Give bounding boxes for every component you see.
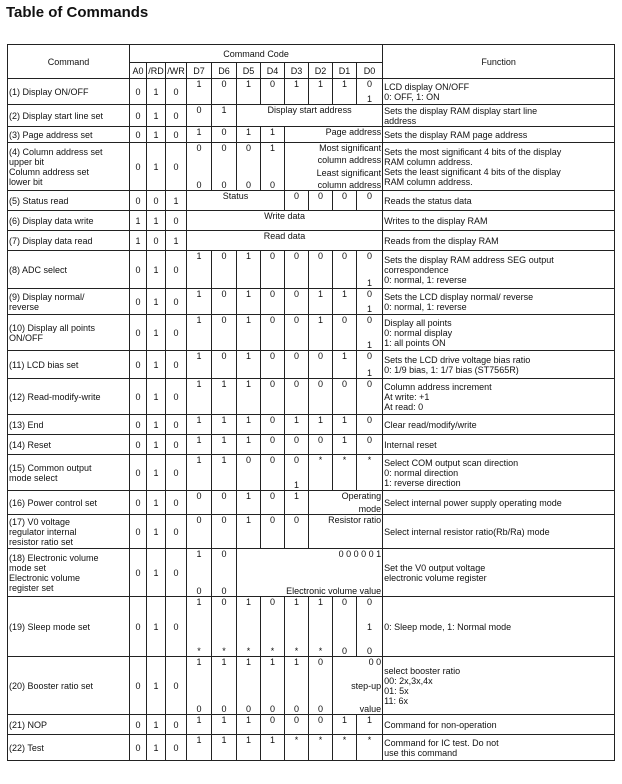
control-bit: 1 <box>147 415 166 435</box>
table-row <box>8 515 615 549</box>
data-bit: 0 0 <box>187 143 212 191</box>
data-bit: * <box>309 455 333 491</box>
function-description: Sets the LCD display normal/ reverse 0: normal, 1: reverse <box>383 289 615 315</box>
data-bit: 1 <box>333 289 357 315</box>
control-bit: 0 <box>130 79 147 105</box>
table-body <box>8 79 615 761</box>
control-bit: 1 <box>166 191 187 211</box>
data-bit: 0 <box>261 379 285 415</box>
control-bit: 1 <box>147 435 166 455</box>
control-bit: 0 <box>130 191 147 211</box>
data-bit: 0 0 <box>212 143 237 191</box>
data-bit: 1 <box>187 455 212 491</box>
data-bit: 0 <box>285 379 309 415</box>
control-bit: 0 <box>130 455 147 491</box>
data-bit: 1 <box>237 379 261 415</box>
data-bit: 1 <box>237 251 261 289</box>
data-bit: 1 <box>237 491 261 515</box>
data-bit: 0 <box>212 79 237 105</box>
control-bit: 0 <box>130 435 147 455</box>
control-bit: 0 <box>166 351 187 379</box>
data-bit: 1 <box>333 415 357 435</box>
data-bit: 1 <box>261 735 285 761</box>
data-bit: 1 <box>187 289 212 315</box>
function-description: Display all points 0: normal display 1: all points ON <box>383 315 615 351</box>
data-bit: 1 <box>237 79 261 105</box>
control-bit: 0 <box>166 491 187 515</box>
table-row <box>8 455 615 491</box>
command-name: (2) Display start line set <box>8 105 130 127</box>
data-bit: 1 <box>212 735 237 761</box>
table-row <box>8 435 615 455</box>
data-bit: 0 <box>285 315 309 351</box>
data-bit: 1 * <box>309 597 333 657</box>
control-bit: 0 <box>166 657 187 715</box>
table-row <box>8 191 615 211</box>
control-bit: 1 <box>147 127 166 143</box>
data-bit: 0 * <box>212 597 237 657</box>
control-bit: 0 <box>130 127 147 143</box>
function-description: Sets the display RAM display start line address <box>383 105 615 127</box>
header-bit: D4 <box>261 63 285 79</box>
data-bit: 0 1 <box>285 455 309 491</box>
data-bit: 1 <box>212 415 237 435</box>
command-name: (11) LCD bias set <box>8 351 130 379</box>
data-bit: 0 <box>309 715 333 735</box>
table-row <box>8 379 615 415</box>
command-name: (18) Electronic volume mode set Electronic volume register set <box>8 549 130 597</box>
data-bit: 1 <box>333 715 357 735</box>
data-bit: 0 <box>261 415 285 435</box>
page-title: Table of Commands <box>6 4 149 21</box>
data-bit: 0 1 <box>357 251 383 289</box>
data-bit: 0 <box>357 415 383 435</box>
data-bit: 0 <box>285 515 309 549</box>
control-bit: 1 <box>147 211 166 231</box>
data-bit: 1 <box>212 105 237 127</box>
control-bit: 0 <box>130 657 147 715</box>
command-name: (17) V0 voltage regulator internal resistor ratio set <box>8 515 130 549</box>
table-row <box>8 735 615 761</box>
header-command: Command <box>8 45 130 79</box>
command-name: (4) Column address set upper bit Column address set lower bit <box>8 143 130 191</box>
data-bit: Operating mode <box>309 491 383 515</box>
header-bit: D3 <box>285 63 309 79</box>
data-bit: 0 <box>309 191 333 211</box>
data-bit: 1 <box>187 315 212 351</box>
control-bit: 0 <box>166 715 187 735</box>
function-description: Writes to the display RAM <box>383 211 615 231</box>
table-row <box>8 251 615 289</box>
control-bit: 0 <box>130 315 147 351</box>
function-description: 0: Sleep mode, 1: Normal mode <box>383 597 615 657</box>
control-bit: 1 <box>147 715 166 735</box>
data-bit: 0 <box>261 715 285 735</box>
data-bit: 0 <box>212 127 237 143</box>
control-bit: 0 <box>166 435 187 455</box>
table-row <box>8 415 615 435</box>
data-bit: 0 <box>309 351 333 379</box>
data-bit: 1 <box>237 735 261 761</box>
data-bit: 1 <box>187 379 212 415</box>
data-bit: 0 1 <box>357 79 383 105</box>
control-bit: 0 <box>130 491 147 515</box>
control-bit: 1 <box>147 549 166 597</box>
command-name: (5) Status read <box>8 191 130 211</box>
function-description: Internal reset <box>383 435 615 455</box>
control-bit: 0 <box>130 379 147 415</box>
data-bit: 0 <box>333 315 357 351</box>
data-bit: 0 1 <box>357 351 383 379</box>
function-description: Sets the display RAM page address <box>383 127 615 143</box>
command-name: (16) Power control set <box>8 491 130 515</box>
header-command-code: Command Code <box>130 45 383 63</box>
data-bit: Status <box>187 191 285 211</box>
data-bit: 1 <box>333 351 357 379</box>
control-bit: 1 <box>147 143 166 191</box>
data-bit: 0 <box>212 491 237 515</box>
data-bit: 0 <box>261 351 285 379</box>
table-row <box>8 79 615 105</box>
control-bit: 0 <box>166 127 187 143</box>
data-bit: 0 <box>285 351 309 379</box>
header-bit: D7 <box>187 63 212 79</box>
table-row <box>8 127 615 143</box>
control-bit: 0 <box>130 715 147 735</box>
data-bit: 0 <box>261 315 285 351</box>
function-description: Select COM output scan direction 0: normal direction 1: reverse direction <box>383 455 615 491</box>
data-bit: 0 <box>285 191 309 211</box>
control-bit: 0 <box>166 211 187 231</box>
control-bit: 1 <box>147 379 166 415</box>
data-bit: 0 <box>212 351 237 379</box>
control-bit: 0 <box>147 231 166 251</box>
control-bit: 1 <box>130 231 147 251</box>
data-bit: 1 0 <box>261 143 285 191</box>
function-description: Set the V0 output voltage electronic volume register <box>383 549 615 597</box>
control-bit: 1 <box>147 251 166 289</box>
header-bit: /WR <box>166 63 187 79</box>
control-bit: 0 <box>130 597 147 657</box>
data-bit: 1 <box>237 315 261 351</box>
data-bit: 0 0 <box>309 657 333 715</box>
command-name: (8) ADC select <box>8 251 130 289</box>
data-bit: 1 <box>237 715 261 735</box>
data-bit: 1 <box>212 455 237 491</box>
control-bit: 0 <box>130 143 147 191</box>
data-bit: 1 <box>285 491 309 515</box>
function-description: LCD display ON/OFF 0: OFF, 1: ON <box>383 79 615 105</box>
data-bit: 0 <box>357 435 383 455</box>
data-bit: 1 * <box>187 597 212 657</box>
data-bit: 1 <box>237 351 261 379</box>
control-bit: 0 <box>166 289 187 315</box>
data-bit: 0 <box>285 435 309 455</box>
data-bit: 1 <box>187 251 212 289</box>
command-name: (20) Booster ratio set <box>8 657 130 715</box>
data-bit: Read data <box>187 231 383 251</box>
command-name: (22) Test <box>8 735 130 761</box>
function-description: Clear read/modify/write <box>383 415 615 435</box>
data-bit: 0 <box>212 289 237 315</box>
function-description: Command for non-operation <box>383 715 615 735</box>
header-bit: D1 <box>333 63 357 79</box>
data-bit: 1 0 <box>187 657 212 715</box>
control-bit: 1 <box>147 315 166 351</box>
data-bit: Display start address <box>237 105 383 127</box>
control-bit: 0 <box>166 251 187 289</box>
command-name: (1) Display ON/OFF <box>8 79 130 105</box>
data-bit: 0 <box>237 455 261 491</box>
control-bit: 0 <box>130 289 147 315</box>
control-bit: 0 <box>130 351 147 379</box>
control-bit: 0 <box>166 415 187 435</box>
header-bit: D6 <box>212 63 237 79</box>
data-bit: 1 <box>237 415 261 435</box>
data-bit: Resistor ratio <box>309 515 383 549</box>
table-row <box>8 549 615 597</box>
data-bit: * <box>357 455 383 491</box>
control-bit: 0 <box>166 79 187 105</box>
data-bit: 1 0 <box>285 657 309 715</box>
header-bit: D2 <box>309 63 333 79</box>
control-bit: 1 <box>147 491 166 515</box>
function-description: Reads from the display RAM <box>383 231 615 251</box>
data-bit: 1 <box>285 79 309 105</box>
data-bit: 0 <box>261 289 285 315</box>
header-bit: D5 <box>237 63 261 79</box>
control-bit: 0 <box>166 597 187 657</box>
data-bit: 0 <box>357 379 383 415</box>
control-bit: 1 <box>166 231 187 251</box>
data-bit: 0 <box>357 191 383 211</box>
control-bit: 0 <box>166 549 187 597</box>
control-bit: 0 <box>166 735 187 761</box>
data-bit: * <box>357 735 383 761</box>
header-bit: D0 <box>357 63 383 79</box>
control-bit: 1 <box>147 597 166 657</box>
data-bit: 0 * <box>261 597 285 657</box>
function-description: Reads the status data <box>383 191 615 211</box>
command-name: (15) Common output mode select <box>8 455 130 491</box>
control-bit: 0 <box>166 455 187 491</box>
data-bit: 0 0 <box>212 549 237 597</box>
control-bit: 0 <box>130 105 147 127</box>
data-bit: 0 <box>261 251 285 289</box>
data-bit: 0 <box>285 251 309 289</box>
data-bit: 1 <box>237 515 261 549</box>
function-description: Select internal power supply operating mode <box>383 491 615 515</box>
table-row <box>8 657 615 715</box>
command-name: (6) Display data write <box>8 211 130 231</box>
data-bit: 1 <box>212 435 237 455</box>
control-bit: 1 <box>147 79 166 105</box>
function-description: Sets the display RAM address SEG output correspondence 0: normal, 1: reverse <box>383 251 615 289</box>
data-bit: 1 0 <box>212 657 237 715</box>
function-description: Command for IC test. Do not use this command <box>383 735 615 761</box>
table-row <box>8 211 615 231</box>
control-bit: 1 <box>147 105 166 127</box>
data-bit: Page address <box>285 127 383 143</box>
command-name: (3) Page address set <box>8 127 130 143</box>
data-bit: 1 <box>187 415 212 435</box>
data-bit: 1 <box>333 79 357 105</box>
header-bit: /RD <box>147 63 166 79</box>
data-bit: 0 <box>212 251 237 289</box>
table-row <box>8 597 615 657</box>
control-bit: 1 <box>147 455 166 491</box>
control-bit: 0 <box>130 735 147 761</box>
data-bit: 0 <box>187 105 212 127</box>
data-bit: 0 0 0 0 0 1 Electronic volume value <box>237 549 383 597</box>
data-bit: 1 <box>237 127 261 143</box>
data-bit: 1 0 <box>237 657 261 715</box>
control-bit: 0 <box>130 415 147 435</box>
data-bit: 0 <box>309 435 333 455</box>
command-name: (7) Display data read <box>8 231 130 251</box>
data-bit: 0 <box>261 491 285 515</box>
data-bit: 1 <box>237 289 261 315</box>
data-bit: 0 <box>309 251 333 289</box>
data-bit: 0 <box>261 435 285 455</box>
table-row <box>8 351 615 379</box>
data-bit: 1 <box>309 415 333 435</box>
data-bit: 1 <box>261 127 285 143</box>
function-description: select booster ratio 00: 2x,3x,4x 01: 5x 11: 6x <box>383 657 615 715</box>
data-bit: * <box>333 455 357 491</box>
data-bit: 1 * <box>285 597 309 657</box>
command-name: (19) Sleep mode set <box>8 597 130 657</box>
data-bit: 1 <box>187 79 212 105</box>
data-bit: 1 <box>187 735 212 761</box>
data-bit: 0 <box>187 515 212 549</box>
header-bit: A0 <box>130 63 147 79</box>
data-bit: 0 0 step-up value <box>333 657 383 715</box>
data-bit: 1 <box>187 435 212 455</box>
control-bit: 0 <box>166 105 187 127</box>
data-bit: 1 <box>357 715 383 735</box>
data-bit: 1 <box>187 715 212 735</box>
data-bit: 1 <box>285 415 309 435</box>
data-bit: 1 0 <box>187 549 212 597</box>
data-bit: * <box>333 735 357 761</box>
table-row <box>8 231 615 251</box>
control-bit: 0 <box>166 515 187 549</box>
command-name: (13) End <box>8 415 130 435</box>
control-bit: 1 <box>130 211 147 231</box>
data-bit: 1 <box>212 715 237 735</box>
control-bit: 0 <box>130 251 147 289</box>
control-bit: 1 <box>147 351 166 379</box>
data-bit: 0 1 0 <box>357 597 383 657</box>
data-bit: 0 <box>212 315 237 351</box>
data-bit: 1 <box>309 315 333 351</box>
data-bit: 1 <box>309 79 333 105</box>
data-bit: 1 0 <box>261 657 285 715</box>
data-bit: Most significant column address Least significant column address <box>285 143 383 191</box>
data-bit: 0 <box>261 455 285 491</box>
table-row <box>8 491 615 515</box>
function-description: Column address increment At write: +1 At read: 0 <box>383 379 615 415</box>
data-bit: * <box>309 735 333 761</box>
control-bit: 0 <box>166 143 187 191</box>
table-row <box>8 105 615 127</box>
data-bit: 0 <box>333 191 357 211</box>
data-bit: 0 0 <box>333 597 357 657</box>
function-description: Select internal resistor ratio(Rb/Ra) mode <box>383 515 615 549</box>
data-bit: 0 1 <box>357 315 383 351</box>
data-bit: 0 <box>261 515 285 549</box>
command-name: (9) Display normal/ reverse <box>8 289 130 315</box>
table-row <box>8 289 615 315</box>
data-bit: 0 <box>333 379 357 415</box>
data-bit: 0 <box>333 251 357 289</box>
control-bit: 1 <box>147 289 166 315</box>
data-bit: 0 <box>285 715 309 735</box>
data-bit: 0 <box>309 379 333 415</box>
table-row <box>8 715 615 735</box>
header-function: Function <box>383 45 615 79</box>
data-bit: 0 <box>261 79 285 105</box>
data-bit: 0 <box>212 515 237 549</box>
data-bit: 0 1 <box>357 289 383 315</box>
data-bit: 1 <box>309 289 333 315</box>
data-bit: 0 0 <box>237 143 261 191</box>
command-name: (14) Reset <box>8 435 130 455</box>
control-bit: 0 <box>166 379 187 415</box>
control-bit: 1 <box>147 735 166 761</box>
command-name: (10) Display all points ON/OFF <box>8 315 130 351</box>
control-bit: 1 <box>147 657 166 715</box>
command-name: (21) NOP <box>8 715 130 735</box>
control-bit: 1 <box>147 515 166 549</box>
data-bit: 1 <box>237 435 261 455</box>
data-bit: 1 <box>187 127 212 143</box>
command-table <box>7 44 615 761</box>
control-bit: 0 <box>166 315 187 351</box>
function-description: Sets the most significant 4 bits of the display RAM column address. Sets the least significant 4 bits of the display RAM column address. <box>383 143 615 191</box>
data-bit: * <box>285 735 309 761</box>
control-bit: 0 <box>130 515 147 549</box>
control-bit: 0 <box>130 549 147 597</box>
data-bit: Write data <box>187 211 383 231</box>
table-row <box>8 315 615 351</box>
data-bit: 1 * <box>237 597 261 657</box>
data-bit: 1 <box>187 351 212 379</box>
control-bit: 0 <box>147 191 166 211</box>
data-bit: 0 <box>285 289 309 315</box>
command-name: (12) Read-modify-write <box>8 379 130 415</box>
table-row <box>8 143 615 191</box>
data-bit: 1 <box>212 379 237 415</box>
function-description: Sets the LCD drive voltage bias ratio 0: 1/9 bias, 1: 1/7 bias (ST7565R) <box>383 351 615 379</box>
data-bit: 1 <box>333 435 357 455</box>
data-bit: 0 <box>187 491 212 515</box>
